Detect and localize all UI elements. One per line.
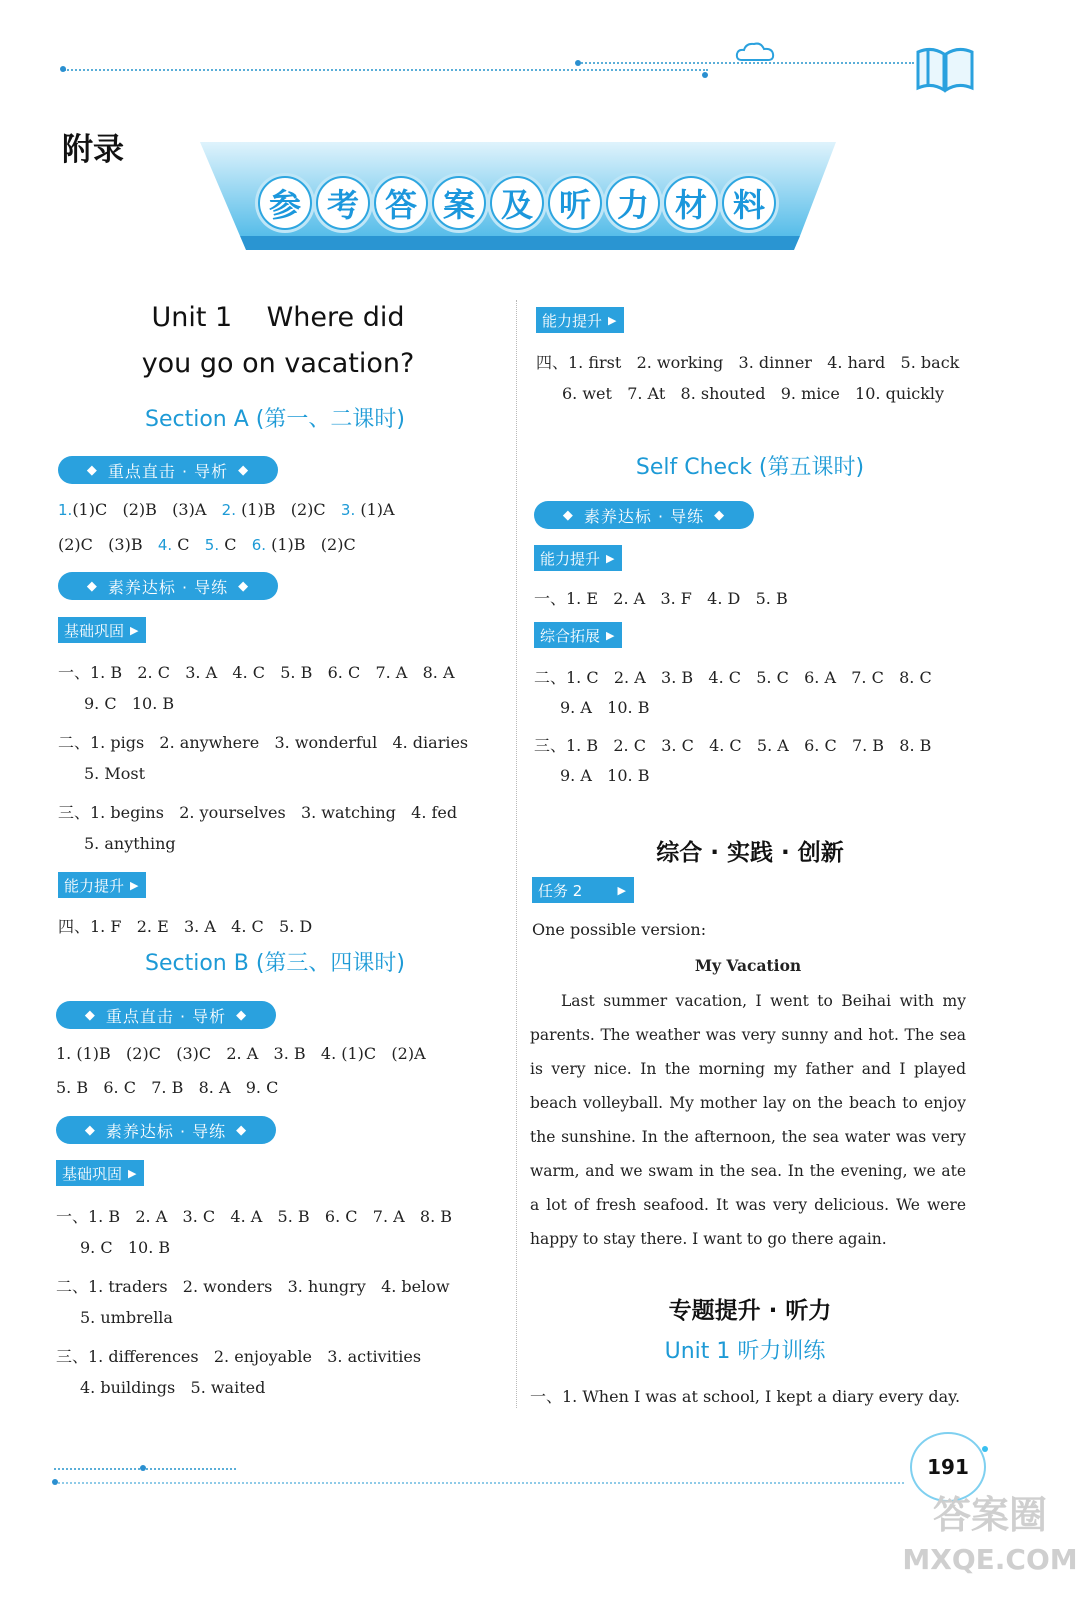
triangle-right-icon: ▶ <box>606 628 615 642</box>
answer-line: 三、1. begins 2. yourselves 3. watching 4. fed <box>58 803 458 822</box>
tag-ability: 能力提升 ▶ <box>58 872 146 898</box>
answer-line: 9. A 10. B <box>560 766 650 785</box>
answer-line: 四、1. F 2. E 3. A 4. C 5. D <box>58 917 313 936</box>
answer-line: 一、1. B 2. A 3. C 4. A 5. B 6. C 7. A 8. B <box>56 1207 453 1226</box>
listening-unit-heading: Unit 1 听力训练 <box>664 1339 826 1364</box>
diamond-icon: ◆ <box>84 1122 96 1138</box>
essay-title: My Vacation <box>694 956 802 975</box>
answer-line: 二、1. traders 2. wonders 3. hungry 4. below <box>56 1277 450 1296</box>
tag-basic: 基础巩固 ▶ <box>58 617 146 643</box>
diamond-icon: ◆ <box>562 507 574 523</box>
banner-char: 答 <box>374 176 428 230</box>
banner-char: 料 <box>722 176 776 230</box>
pill-key-points <box>58 456 278 484</box>
triangle-right-icon: ▶ <box>608 313 617 327</box>
section-a-heading: Section A (第一、二课时) <box>145 407 405 432</box>
banner-char: 力 <box>606 176 660 230</box>
tag-task: 任务 2 ▶ <box>532 877 634 903</box>
answer-line: 1. (1)B (2)C (3)C 2. A 3. B 4. (1)C (2)A <box>56 1044 426 1063</box>
rule-dot <box>140 1465 146 1471</box>
open-book-icon <box>914 44 976 94</box>
answer-line: 二、1. C 2. A 3. B 4. C 5. C 6. A 7. C 8. C <box>534 668 932 687</box>
answer-line: 1.(1)C (2)B (3)A 2. (1)B (2)C 3. (1)A <box>58 500 395 519</box>
cloud-icon <box>734 40 778 64</box>
answer-line: 5. Most <box>84 764 146 783</box>
pill-label: 素养达标 · 导练 <box>583 506 705 526</box>
answer-line: 一、1. B 2. C 3. A 4. C 5. B 6. C 7. A 8. A <box>58 663 455 682</box>
answer-line: 一、1. E 2. A 3. F 4. D 5. B <box>534 589 788 608</box>
pill-label: 重点直击 · 导析 <box>107 461 229 481</box>
top-dotted-rule <box>64 69 708 71</box>
tag-ability: 能力提升 ▶ <box>536 307 624 333</box>
tag-basic: 基础巩固 ▶ <box>56 1160 144 1186</box>
pill-label: 素养达标 · 导练 <box>107 577 229 597</box>
banner-char: 听 <box>548 176 602 230</box>
section-b-heading: Section B (第三、四课时) <box>145 951 405 976</box>
listening-line: 一、1. When I was at school, I kept a diary every day. <box>530 1387 961 1406</box>
listening-heading: 专题提升 · 听力 <box>668 1298 832 1324</box>
diamond-icon: ◆ <box>714 507 726 523</box>
watermark-logo: 答案圈 MXQE.COM <box>902 1493 1078 1576</box>
tag-ability: 能力提升 ▶ <box>534 545 622 571</box>
pill-key-points <box>56 1001 276 1029</box>
pill-practice <box>58 572 278 600</box>
possible-version: One possible version: <box>532 920 707 939</box>
rule-dot <box>702 72 708 78</box>
rule-dot <box>52 1479 58 1485</box>
rule-dot <box>60 66 66 72</box>
diamond-icon: ◆ <box>238 462 250 478</box>
answer-line: 9. C 10. B <box>80 1238 171 1257</box>
pill-practice <box>534 501 754 529</box>
column-divider <box>516 300 517 1408</box>
diamond-icon: ◆ <box>236 1122 248 1138</box>
diamond-icon: ◆ <box>238 578 250 594</box>
banner-char: 及 <box>490 176 544 230</box>
banner-char: 材 <box>664 176 718 230</box>
diamond-icon: ◆ <box>86 462 98 478</box>
diamond-icon: ◆ <box>236 1007 248 1023</box>
answer-line: 二、1. pigs 2. anywhere 3. wonderful 4. diaries <box>58 733 469 752</box>
diamond-icon: ◆ <box>86 578 98 594</box>
pill-practice <box>56 1116 276 1144</box>
answer-line: 三、1. B 2. C 3. C 4. C 5. A 6. C 7. B 8. B <box>534 736 932 755</box>
pill-label: 素养达标 · 导练 <box>105 1121 227 1141</box>
appendix-label: 附录 <box>62 132 124 168</box>
answer-line: 5. anything <box>84 834 176 853</box>
practice-heading: 综合 · 实践 · 创新 <box>656 840 844 866</box>
banner-title <box>258 176 778 228</box>
banner-char: 参 <box>258 176 312 230</box>
answer-line: 6. wet 7. At 8. shouted 9. mice 10. quickly <box>562 384 945 403</box>
answer-line: 三、1. differences 2. enjoyable 3. activities <box>56 1347 422 1366</box>
rule-dot <box>982 1446 988 1452</box>
banner-char: 案 <box>432 176 486 230</box>
triangle-right-icon: ▶ <box>128 1166 137 1180</box>
answer-line: 5. umbrella <box>80 1308 173 1327</box>
diamond-icon: ◆ <box>84 1007 96 1023</box>
triangle-right-icon: ▶ <box>606 551 615 565</box>
answer-line: 4. buildings 5. waited <box>80 1378 266 1397</box>
answer-line: 9. A 10. B <box>560 698 650 717</box>
tag-extension: 综合拓展 ▶ <box>534 622 622 648</box>
unit-title-line-1: Unit 1 Where did <box>151 302 405 333</box>
answer-line: 9. C 10. B <box>84 694 175 713</box>
rule-dot <box>575 60 581 66</box>
answer-line: 四、1. first 2. working 3. dinner 4. hard 5. back <box>536 353 960 372</box>
answer-line: (2)C (3)B 4. C 5. C 6. (1)B (2)C <box>58 535 356 554</box>
triangle-right-icon: ▶ <box>130 878 139 892</box>
unit-title-line-2: you go on vacation? <box>141 348 415 379</box>
page-number: 191 <box>910 1432 986 1502</box>
triangle-right-icon: ▶ <box>130 623 139 637</box>
essay-body: Last summer vacation, I went to Beihai with my parents. The weather was very sunny and hot. The sea is very nice. In the morning my father and I played beach volleyball. My mother lay on the beach to enjoy the sunshine. In the afternoon, the sea water was very warm, and we swam in the sea. In the evening, we ate a lot of fresh seafood. It was very delicious. We were happy to stay there. I want to go there again. <box>530 992 966 1248</box>
pill-label: 重点直击 · 导析 <box>105 1006 227 1026</box>
triangle-right-icon: ▶ <box>617 883 626 897</box>
bottom-dotted-rule-2 <box>54 1482 904 1484</box>
banner-char: 考 <box>316 176 370 230</box>
self-check-heading: Self Check (第五课时) <box>635 455 865 480</box>
answer-line: 5. B 6. C 7. B 8. A 9. C <box>56 1078 279 1097</box>
